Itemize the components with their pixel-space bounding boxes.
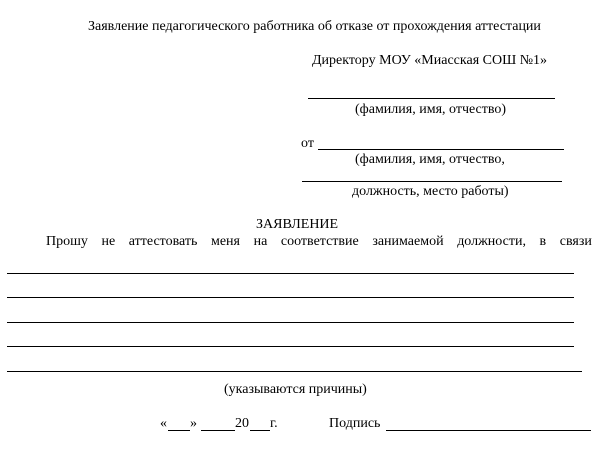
from-label: от	[301, 136, 314, 151]
body-word: должности,	[457, 234, 526, 249]
date-year-suffix: г.	[270, 416, 278, 431]
director-name-line	[308, 98, 555, 99]
date-open-quote: «	[160, 416, 167, 431]
addressee-text: Директору МОУ «Миасская СОШ №1»	[312, 53, 548, 68]
date-month-line	[201, 430, 235, 431]
signature-line	[386, 430, 591, 431]
body-word: связи	[559, 234, 592, 249]
document-header-title: Заявление педагогического работника об отказе от прохождения аттестации	[88, 19, 541, 34]
applicant-name-hint: (фамилия, имя, отчество,	[355, 152, 505, 167]
body-word: не	[101, 234, 116, 249]
body-word: Прошу	[46, 234, 88, 249]
applicant-position-hint: должность, место работы)	[352, 184, 509, 199]
body-word: на	[253, 234, 268, 249]
applicant-position-line	[302, 181, 562, 182]
statement-body-line	[46, 234, 592, 250]
date-year-prefix: 20	[235, 416, 249, 431]
date-day-line	[168, 430, 190, 431]
statement-title: ЗАЯВЛЕНИЕ	[256, 217, 339, 232]
applicant-name-line	[318, 149, 564, 150]
date-close-quote: »	[190, 416, 197, 431]
reason-line	[7, 273, 574, 274]
date-year-line	[250, 430, 270, 431]
body-word: занимаемой	[372, 234, 444, 249]
reason-line	[7, 346, 574, 347]
reason-line	[7, 297, 574, 298]
reason-line	[7, 371, 582, 372]
director-name-hint: (фамилия, имя, отчество)	[355, 102, 507, 117]
reason-line	[7, 322, 574, 323]
signature-label: Подпись	[329, 416, 381, 431]
reasons-hint: (указываются причины)	[224, 382, 367, 397]
body-word: соответствие	[280, 234, 359, 249]
body-word: меня	[210, 234, 240, 249]
body-word: аттестовать	[128, 234, 198, 249]
body-word: в	[539, 234, 547, 249]
